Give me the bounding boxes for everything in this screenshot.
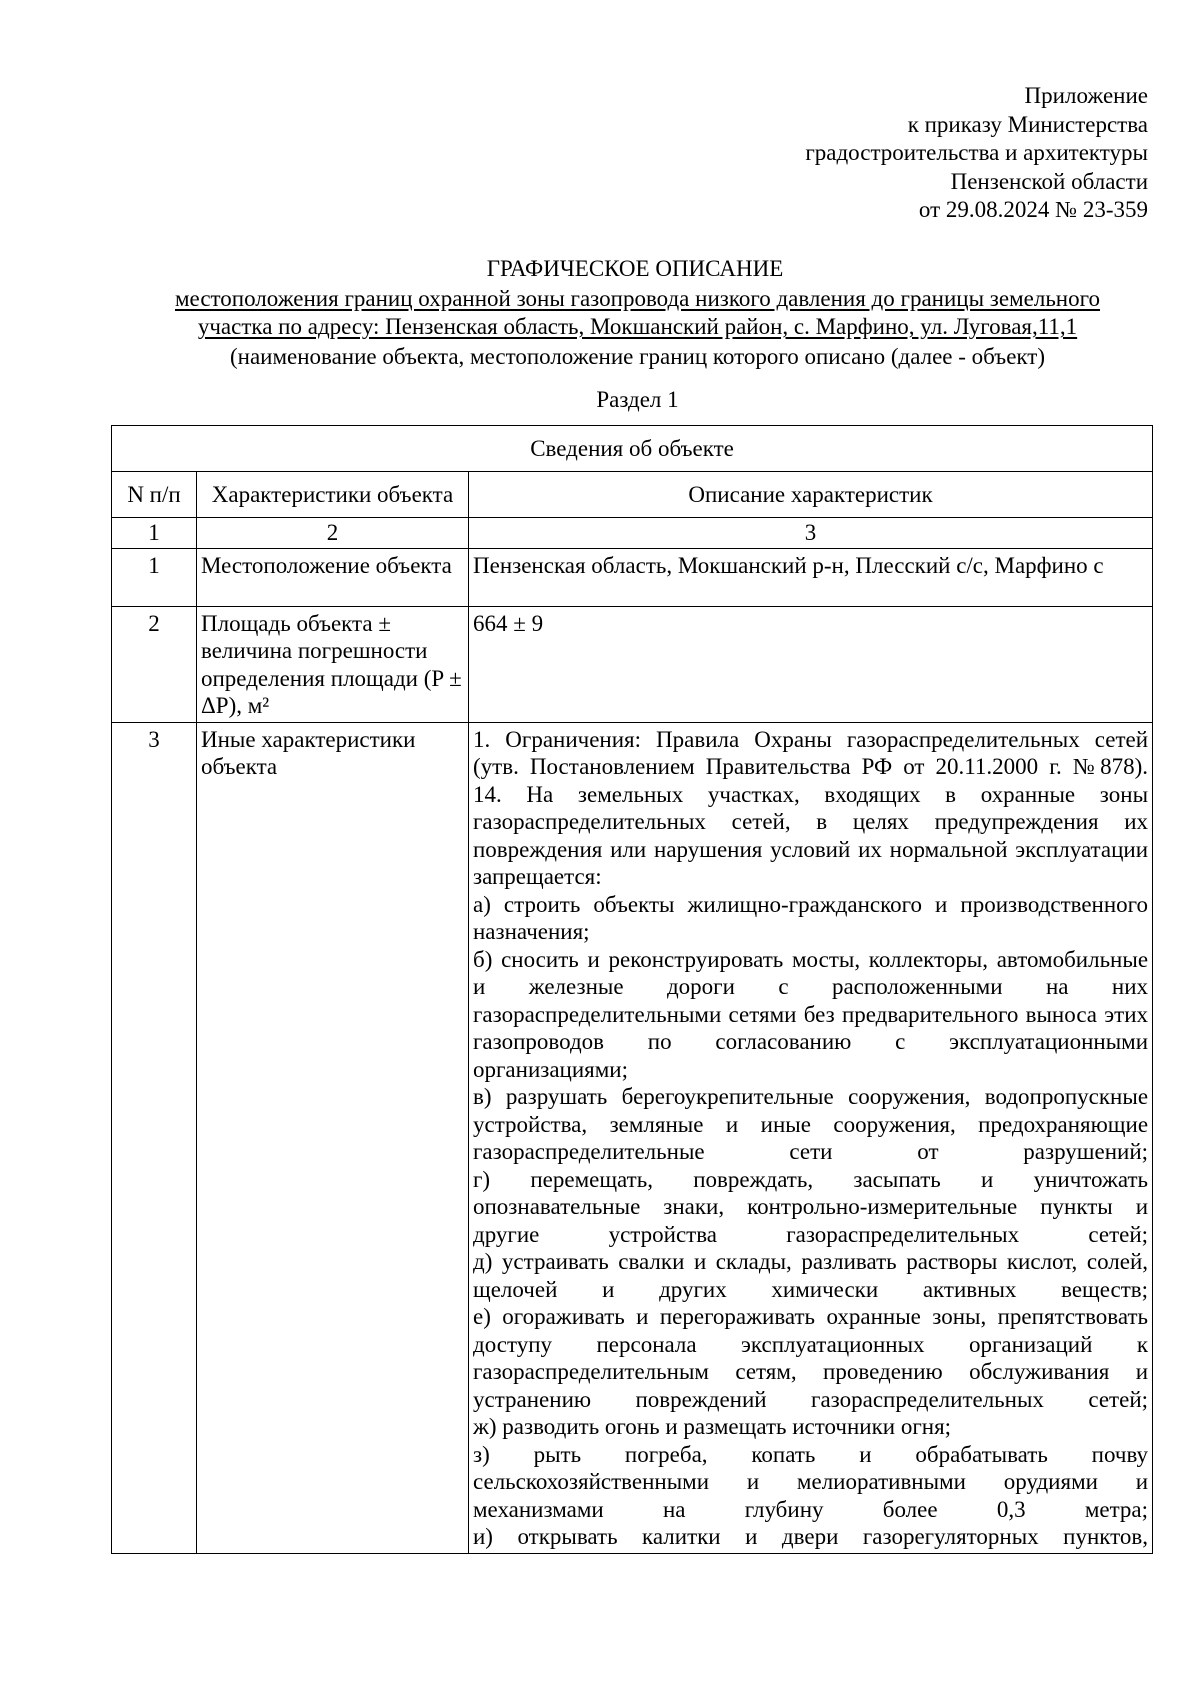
object-info-table — [111, 425, 1153, 1554]
document-subject-caption: (наименование объекта, местоположение границ которого описано (далее - объект) — [229, 344, 1045, 369]
table-caption-row — [112, 426, 1153, 472]
table-row — [112, 722, 1153, 1553]
appendix-line: к приказу Министерства — [907, 111, 1148, 137]
appendix-line: градостроительства и архитектуры — [805, 140, 1148, 165]
row-characteristic: Местоположение объекта — [197, 548, 469, 606]
row-characteristic: Иные характеристики объекта — [197, 722, 469, 1553]
column-number: 2 — [197, 518, 469, 549]
restriction-paragraph: е) огораживать и перегораживать охранные зоны, препятствовать доступу персонала эксплуатационных организаций к газораспределительным сетям, проведению обслуживания и устранению повреждений газораспределительных сетей; — [473, 1304, 1149, 1412]
table-row — [112, 548, 1153, 606]
table-header-row — [112, 472, 1153, 518]
row-description: Пензенская область, Мокшанский р-н, Плесский с/с, Марфино с — [469, 548, 1153, 606]
column-number: 1 — [112, 518, 197, 549]
document-subject-text: местоположения границ охранной зоны газопровода низкого давления до границы земельного участка по адресу: Пензенская область, Мокшанский район, с. Марфино, ул. Луговая,11,1 — [175, 286, 1100, 339]
table-caption: Сведения об объекте — [112, 426, 1153, 472]
appendix-block — [805, 82, 1148, 225]
restriction-paragraph: б) сносить и реконструировать мосты, коллекторы, автомобильные и железные дороги с расположенными на них газораспределительными сетями без предварительного выноса этих газопроводов по согласованию с эксплуатационными организациями; — [473, 946, 1149, 1082]
restriction-paragraph: д) устраивать свалки и склады, разливать растворы кислот, солей, щелочей и других химически активных веществ; — [473, 1249, 1149, 1302]
column-number: 3 — [469, 518, 1153, 549]
row-number: 1 — [112, 548, 197, 606]
row-description — [469, 722, 1153, 1553]
row-number: 2 — [112, 606, 197, 722]
restriction-paragraph: и) открывать калитки и двери газорегуляторных пунктов, — [473, 1524, 1149, 1549]
restriction-paragraph: в) разрушать берегоукрепительные сооружения, водопропускные устройства, земляные и иные сооружения, предохраняющие газораспределительные сети от разрушений; — [473, 1084, 1149, 1164]
restriction-paragraph: г) перемещать, повреждать, засыпать и уничтожать опознавательные знаки, контрольно-измерительные пункты и другие устройства газораспределительных сетей; — [473, 1166, 1149, 1247]
header-description: Описание характеристик — [469, 472, 1153, 518]
restriction-paragraph: ж) разводить огонь и размещать источники огня; — [473, 1414, 952, 1439]
restriction-paragraph: 1. Ограничения: Правила Охраны газораспределительных сетей (утв. Постановлением Правительства РФ от 20.11.2000 г. №878). — [473, 726, 1149, 779]
row-description: 664 ± 9 — [469, 606, 1153, 722]
appendix-date-number: от 29.08.2024 № 23-359 — [918, 197, 1148, 222]
header-characteristic: Характеристики объекта — [197, 472, 469, 518]
row-characteristic: Площадь объекта ± величина погрешности определения площади (P ± ΔP), м² — [197, 606, 469, 722]
restriction-paragraph: з) рыть погреба, копать и обрабатывать почву сельскохозяйственными и мелиоративными орудиями и механизмами на глубину более 0,3 метра; — [473, 1441, 1149, 1522]
restriction-paragraph: а) строить объекты жилищно-гражданского и производственного назначения; — [473, 891, 1149, 944]
document-subject — [140, 285, 1135, 341]
table-row — [112, 606, 1153, 722]
section-title: Раздел 1 — [596, 387, 679, 412]
row-number: 3 — [112, 722, 197, 1553]
column-number-row — [112, 518, 1153, 549]
appendix-line: Приложение — [1024, 83, 1148, 108]
header-number: N п/п — [112, 472, 197, 518]
appendix-line: Пензенской области — [950, 168, 1148, 194]
restriction-paragraph: 14. На земельных участках, входящих в охранные зоны газораспределительных сетей, в целях предупреждения их повреждения или нарушения условий их нормальной эксплуатации запрещается: — [473, 781, 1149, 889]
document-title: ГРАФИЧЕСКОЕ ОПИСАНИЕ — [486, 256, 784, 281]
